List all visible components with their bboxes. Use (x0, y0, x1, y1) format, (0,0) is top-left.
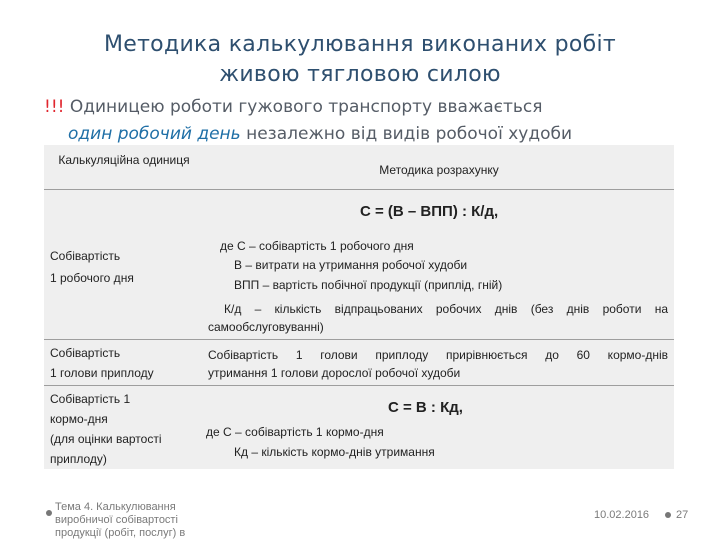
row1-line5: самообслуговуванні) (208, 320, 324, 334)
slide-title-line-1: Методика калькулювання виконаних робіт (103, 32, 617, 57)
row2-unit-line2: 1 голови приплоду (50, 366, 154, 380)
row3-line1: де С – собівартість 1 кормо-дня (206, 425, 384, 439)
row1-line2: В – витрати на утримання робочої худоби (234, 258, 468, 272)
row1-unit-line2: 1 робочого дня (50, 271, 134, 285)
row3-unit-line4: приплоду) (50, 452, 107, 466)
note-text-2: незалежно від видів робочої худоби (240, 124, 573, 144)
row1-line1: де С – собівартість 1 робочого дня (220, 239, 414, 253)
footer-bullet-icon (46, 510, 52, 516)
slide-note (44, 94, 684, 148)
row3-line2: Кд – кількість кормо-днів утримання (234, 445, 435, 459)
note-emphasis: один робочий день (68, 124, 241, 144)
footer-separator-icon (665, 512, 671, 518)
row2-line2: утримання 1 голови дорослої робочої худоби (208, 366, 461, 380)
row3-unit-line2: кормо-дня (50, 412, 108, 426)
header-unit: Калькуляційна одиниця (58, 153, 190, 167)
footer-date: 10.02.2016 (594, 509, 650, 521)
row2-unit (50, 343, 200, 383)
header-method: Методика розрахунку (379, 163, 499, 177)
slide-title (40, 30, 680, 90)
row2-line1: Собівартість 1 голови приплоду прирівнюється до 60 кормо-днів (208, 348, 668, 362)
row1-unit-line1: Собівартість (50, 249, 121, 263)
page-number: 27 (676, 509, 689, 521)
row1-formula: С = (В – ВПП) : К/д, (360, 203, 499, 220)
row1-line3: ВПП – вартість побічної продукції (приплід, гній) (234, 278, 503, 292)
row2-unit-line1: Собівартість (50, 346, 121, 360)
row-divider (44, 385, 674, 386)
row3-unit-line3: (для оцінки вартості (50, 432, 162, 446)
footer-topic-line1: Тема 4. Калькулювання (55, 501, 176, 513)
row-divider (44, 189, 674, 190)
row-divider (44, 339, 674, 340)
row1-unit (50, 245, 200, 289)
footer-topic-line2: виробничої собівартості (55, 514, 178, 526)
footer-topic (55, 501, 255, 540)
footer-topic-line3: продукції (робіт, послуг) в (55, 527, 186, 539)
slide-title-line-2: живою тягловою силою (219, 62, 501, 87)
row3-unit (50, 389, 200, 469)
row3-unit-line1: Собівартість 1 (50, 392, 131, 406)
row1-line4: К/д – кількість відпрацьованих робочих днів (без днів роботи на (224, 302, 668, 316)
note-exclamation: !!! (44, 97, 65, 117)
row3-formula: С = В : Кд, (388, 399, 463, 416)
note-text-1: Одиницею роботи гужового транспорту вважається (64, 97, 543, 117)
calculation-table (44, 145, 674, 469)
